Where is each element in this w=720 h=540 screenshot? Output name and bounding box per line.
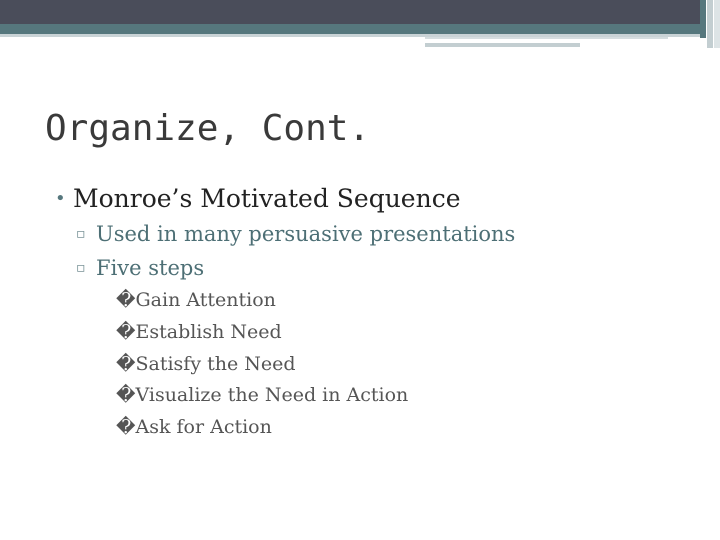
bullet-marker: •: [55, 188, 66, 209]
step-item: �Ask for Action: [116, 416, 272, 438]
sub-bullet-marker: ▫: [76, 226, 86, 242]
header-line: [425, 43, 580, 47]
sub-bullet-text: Five steps: [96, 256, 205, 280]
header-bar-dark: [0, 0, 700, 24]
step-item: �Gain Attention: [116, 289, 276, 311]
header-band: [0, 0, 720, 48]
bullet-text: Monroe’s Motivated Sequence: [73, 184, 461, 213]
slide-title: Organize, Cont.: [45, 108, 371, 149]
step-item: �Satisfy the Need: [116, 353, 296, 375]
sub-bullet-marker: ▫: [76, 260, 86, 276]
step-item: �Establish Need: [116, 321, 282, 343]
sub-bullet-item: [76, 222, 515, 246]
header-edge: [714, 0, 720, 48]
sub-bullet-item: [76, 256, 204, 280]
header-line: [425, 37, 668, 39]
step-item: �Visualize the Need in Action: [116, 384, 409, 406]
bullet-item: [55, 184, 461, 213]
header-edge: [700, 0, 706, 38]
sub-bullet-text: Used in many persuasive presentations: [96, 222, 516, 246]
header-edge: [707, 0, 713, 48]
header-bar-teal: [0, 24, 700, 34]
